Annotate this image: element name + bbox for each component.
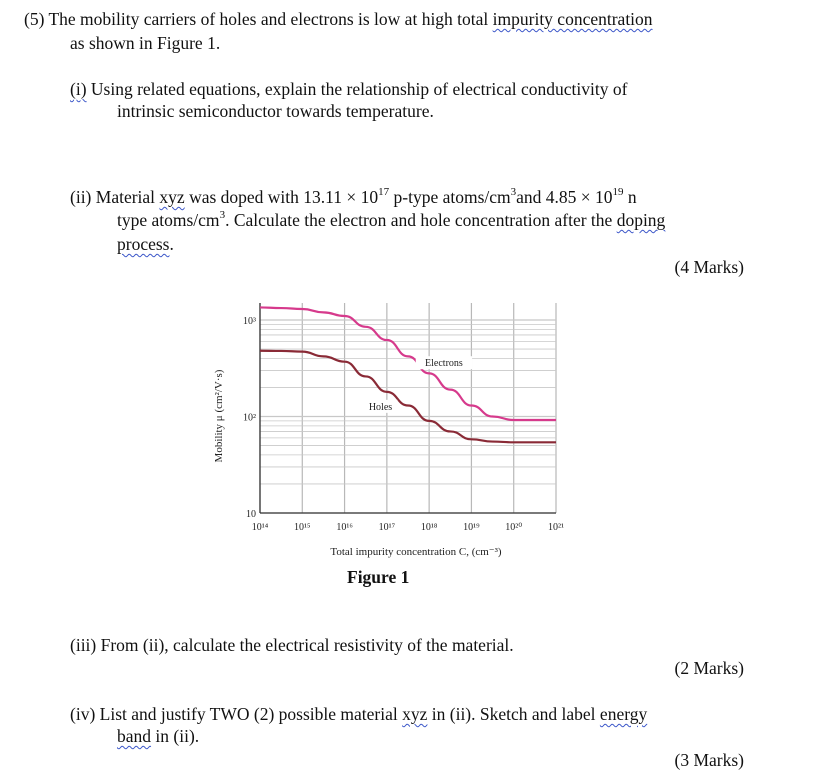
- qii-l1-b: was doped with 13.11 × 10: [184, 187, 379, 207]
- qii-material: xyz: [159, 187, 185, 207]
- qii-l2-b: . Calculate the electron and hole concentration after the: [225, 210, 617, 230]
- chart-grid: [260, 303, 556, 513]
- mobility-chart: [200, 295, 600, 565]
- q5-line1-text: (5) The mobility carriers of holes and electrons is low at high total: [24, 9, 493, 29]
- qii-l1-d: and 4.85 × 10: [516, 187, 613, 207]
- qiv-l2-rest: in (ii).: [151, 726, 200, 746]
- electrons-label: Electrons: [425, 358, 463, 370]
- qii-l2-a: type atoms/cm: [117, 210, 220, 230]
- chart-labels: [213, 316, 564, 558]
- qii-l2-squiggle: doping: [616, 210, 666, 230]
- chart-axes: [260, 303, 556, 513]
- qi-line1: [70, 78, 627, 100]
- y-tick-label: 10³: [243, 315, 256, 327]
- qiii-line: (iii) From (ii), calculate the electrical resistivity of the material.: [70, 635, 514, 655]
- x-tick-label: 10¹⁵: [294, 522, 311, 533]
- qi-number: (i): [70, 79, 87, 99]
- qii-exp1: 17: [378, 186, 390, 199]
- qiv-l1-a: (iv) List and justify TWO (2) possible material: [70, 704, 403, 724]
- series-line-holes: [260, 351, 556, 443]
- q5-line1: [24, 8, 653, 30]
- x-tick-label: 10²¹: [548, 522, 564, 533]
- qii-line3: [117, 233, 174, 255]
- qiv-l1-b: in (ii). Sketch and label: [427, 704, 600, 724]
- qii-exp2: 3: [510, 186, 517, 199]
- chart-series: [260, 307, 556, 442]
- y-axis-title: Mobility μ (cm²/V·s): [213, 369, 225, 463]
- q5-line1-squiggle: impurity concentration: [492, 9, 653, 29]
- qii-l3-end: .: [169, 234, 174, 254]
- qii-l1-e: n: [623, 187, 637, 207]
- x-tick-label: 10¹⁸: [420, 522, 438, 533]
- x-tick-label: 10¹⁶: [336, 522, 353, 533]
- qi-line1-text: Using related equations, explain the relationship of electrical conductivity of: [86, 79, 628, 99]
- qii-l2-exp: 3: [219, 209, 226, 222]
- qiv-l1-squiggle: energy: [599, 704, 648, 724]
- qiv-material: xyz: [402, 704, 428, 724]
- qiv-line1: [70, 703, 647, 725]
- qiv-line2: [117, 725, 199, 747]
- qii-l3-squiggle: process: [117, 234, 170, 254]
- qi-line2: intrinsic semiconductor towards temperature.: [117, 101, 434, 121]
- qii-marks: (4 Marks): [674, 257, 744, 277]
- qii-line2: [117, 209, 665, 231]
- y-tick-label: 10²: [243, 412, 256, 424]
- q5-line2: as shown in Figure 1.: [70, 33, 221, 53]
- qiv-l2-squiggle: band: [117, 726, 152, 746]
- qii-l1-a: (ii) Material: [70, 187, 160, 207]
- holes-label: Holes: [368, 401, 393, 413]
- qii-exp3: 19: [612, 186, 624, 199]
- qiv-marks: (3 Marks): [674, 750, 744, 770]
- x-tick-label: 10¹⁴: [251, 522, 269, 533]
- x-tick-label: 10²⁰: [505, 522, 523, 533]
- figure-caption: Figure 1: [347, 567, 410, 587]
- x-tick-label: 10¹⁷: [378, 522, 396, 533]
- qiii-marks: (2 Marks): [674, 658, 744, 678]
- qii-l1-c: p-type atoms/cm: [389, 187, 511, 207]
- x-tick-label: 10¹⁹: [463, 522, 480, 533]
- x-axis-title: Total impurity concentration C, (cm⁻³): [330, 546, 502, 558]
- qii-line1: [70, 186, 637, 208]
- y-tick-label: 10: [246, 509, 256, 520]
